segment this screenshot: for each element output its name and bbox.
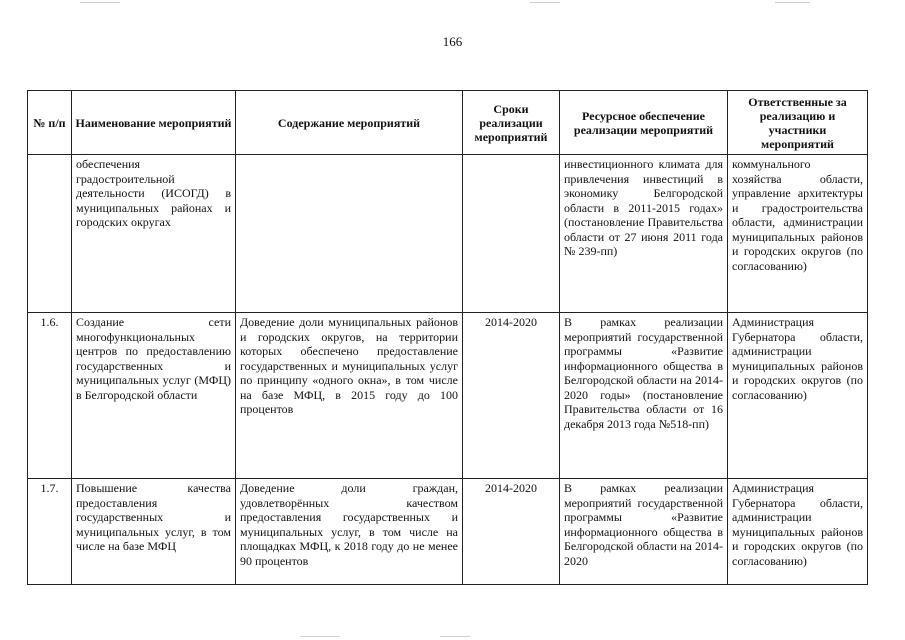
scan-artifact — [300, 636, 340, 637]
header-content: Содержание мероприятий — [236, 91, 463, 155]
table-row — [28, 155, 868, 313]
scan-artifact — [80, 2, 120, 3]
scan-artifact — [530, 2, 560, 3]
row-resources: инвестиционного климата для привлечения инвестиций в экономику Белгородской области в 2011-2015 годах» (постановление Правительства области от 27 июня 2011 года № 239-пп) — [560, 155, 728, 313]
row-period — [463, 155, 560, 313]
header-period: Сроки реализации мероприятий — [463, 91, 560, 155]
row-period: 2014-2020 — [463, 479, 560, 585]
header-resources: Ресурсное обеспечение реализации мероприятий — [560, 91, 728, 155]
header-responsible: Ответственные за реализацию и участники мероприятий — [728, 91, 868, 155]
row-number: 1.6. — [28, 313, 72, 479]
row-name: Создание сети многофункциональных центров по предоставлению государственных и муниципальных услуг (МФЦ) в Белгородской области — [72, 313, 236, 479]
row-responsible: Администрация Губернатора области, администрации муниципальных районов и городских округов (по согласованию) — [728, 313, 868, 479]
row-period: 2014-2020 — [463, 313, 560, 479]
row-content: Доведение доли муниципальных районов и городских округов, на территории которых обеспечено предоставление государственных и муниципальных услуг по принципу «одного окна», в том числе на базе МФЦ, в 2015 году до 100 процентов — [236, 313, 463, 479]
header-name: Наименование мероприятий — [72, 91, 236, 155]
row-content — [236, 155, 463, 313]
row-name: Повышение качества предоставления государственных и муниципальных услуг, в том числе на базе МФЦ — [72, 479, 236, 585]
page-number: 166 — [442, 34, 463, 49]
scan-artifact — [440, 636, 470, 637]
row-resources: В рамках реализации мероприятий государственной программы «Развитие информационного общества в Белгородской области на 2014-2020 — [560, 479, 728, 585]
scan-artifact — [775, 2, 810, 3]
table-row — [28, 479, 868, 585]
row-number — [28, 155, 72, 313]
table-header-row — [28, 91, 868, 155]
header-number: № п/п — [28, 91, 72, 155]
row-responsible: коммунального хозяйства области, управление архитектуры и градостроительства области, администрации муниципальных районов и городских округов (по согласованию) — [728, 155, 868, 313]
row-content: Доведение доли граждан, удовлетворённых качеством предоставления государственных и муниципальных услуг, в том числе на площадках МФЦ, к 2018 году до не менее 90 процентов — [236, 479, 463, 585]
row-resources: В рамках реализации мероприятий государственной программы «Развитие информационного общества в Белгородской области на 2014-2020 годы» (постановление Правительства области от 16 декабря 2013 года №518-пп) — [560, 313, 728, 479]
row-name: обеспечения градостроительной деятельности (ИСОГД) в муниципальных районах и городских округах — [72, 155, 236, 313]
table-row — [28, 313, 868, 479]
row-responsible: Администрация Губернатора области, администрации муниципальных районов и городских округов (по согласованию) — [728, 479, 868, 585]
measures-table — [27, 90, 868, 585]
row-number: 1.7. — [28, 479, 72, 585]
